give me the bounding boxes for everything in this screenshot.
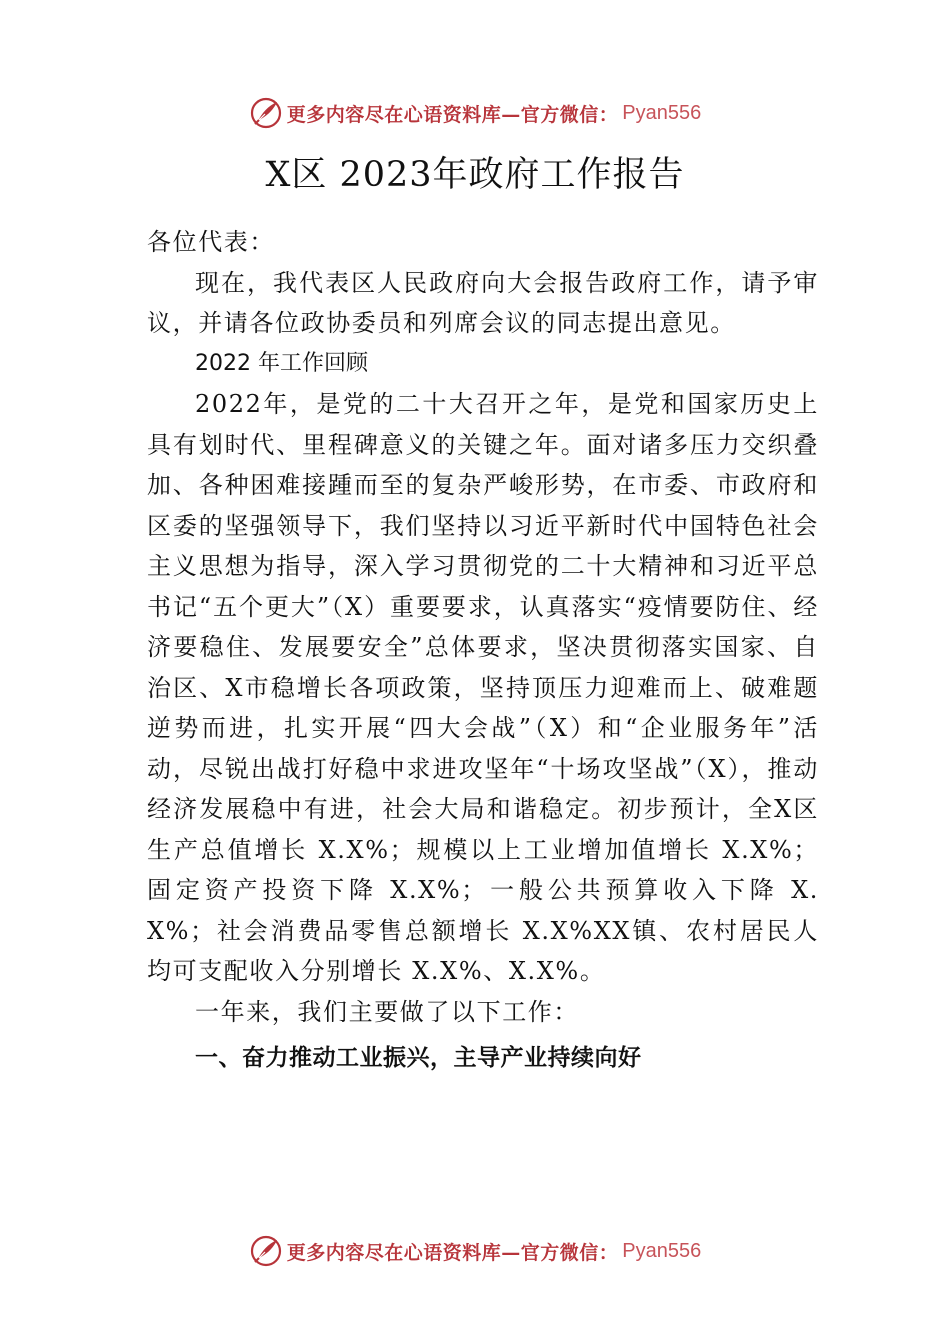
- salutation: 各位代表：: [147, 228, 275, 256]
- watermark-text: 更多内容尽在心语资料库—官方微信：: [286, 103, 619, 126]
- section-heading-review: 2022 年工作回顾: [195, 350, 368, 376]
- review-paragraph: 2022年，是党的二十大召开之年，是党和国家历史上具有划时代、里程碑意义的关键之年。面对诸多压力交织叠加、各种困难接踵而至的复杂严峻形势，在市委、市政府和区委的坚强领导下，我们坚持以习近平新时代中国特色社会主义思想为指导，深入学习贯彻党的二十大精神和习近平总书记“五个更大”（X）重要要求，认真落实“疫情要防住、经济要稳住、发展要安全”总体要求，坚决贯彻落实国家、自治区、X市稳增长各项政策，坚持顶压力迎难而上、破难题逆势而进，扎实开展“四大会战”（X）和“企业服务年”活动，尽锐出战打好稳中求进攻坚年“十场攻坚战”（X），推动经济发展稳中有进，社会大局和谐稳定。初步预计，全X区生产总值增长 X.X%；规模以上工业增加值增长 X.X%；固定资产投资下降 X.X%；一般公共预算收入下降 X.X%；社会消费品零售总额增长 X.X%XX镇、农村居民人均可支配收入分别增长 X.X%、X.X%。: [147, 390, 819, 985]
- watermark-text: 更多内容尽在心语资料库—官方微信：: [286, 1241, 619, 1264]
- watermark-wechat-id: Pyan556: [622, 101, 702, 124]
- work-intro-paragraph: 一年来，我们主要做了以下工作：: [195, 997, 579, 1026]
- intro-paragraph: 现在，我代表区人民政府向大会报告政府工作，请予审议，并请各位政协委员和列席会议的同志提出意见。: [147, 268, 819, 337]
- watermark-footer: [0, 1234, 950, 1268]
- document-body: [147, 222, 819, 1078]
- feather-pen-icon: [249, 1234, 283, 1268]
- heading-1: 一、奋力推动工业振兴，主导产业持续向好: [195, 1045, 642, 1071]
- watermark-header: [0, 96, 950, 130]
- document-title: X区 2023年政府工作报告: [265, 155, 685, 195]
- feather-pen-icon: [249, 96, 283, 130]
- watermark-wechat-id: Pyan556: [622, 1239, 702, 1262]
